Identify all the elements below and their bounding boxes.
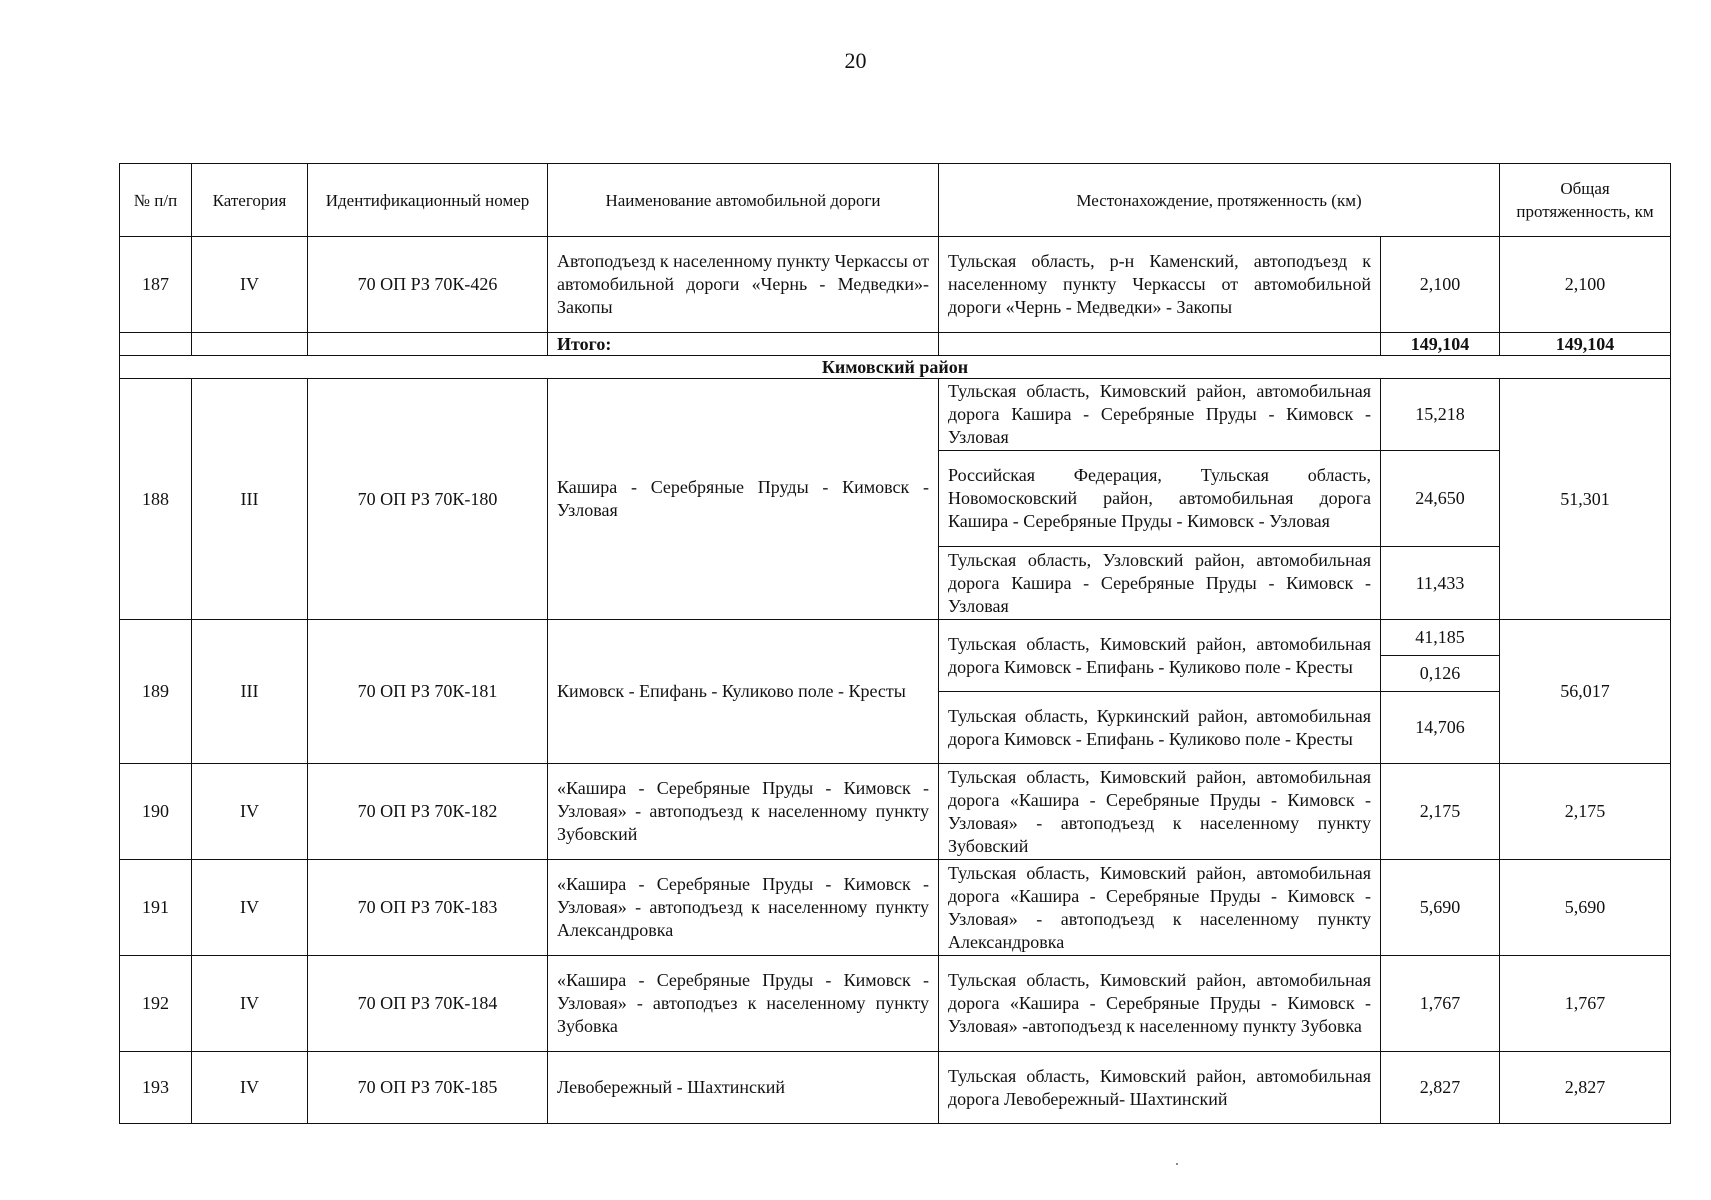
row-total: 51,301 xyxy=(1500,379,1671,620)
table-row xyxy=(120,860,1671,956)
row-total: 2,827 xyxy=(1500,1052,1671,1124)
row-category: IV xyxy=(192,1052,308,1124)
row-name: Левобережный - Шахтинский xyxy=(548,1052,939,1124)
row-length: 2,827 xyxy=(1381,1052,1500,1124)
scan-dot xyxy=(1176,1163,1178,1165)
segment-location: Тульская область, Кимовский район, автомобильная дорога Кашира - Серебряные Пруды - Кимовск - Узловая xyxy=(939,379,1381,451)
row-id: 70 ОП РЗ 70К-180 xyxy=(308,379,548,620)
segment-length: 0,126 xyxy=(1381,656,1500,692)
row-location: Тульская область, Кимовский район, автомобильная дорога «Кашира - Серебряные Пруды - Кимовск - Узловая» - автоподъезд к населенному пункту Александровка xyxy=(939,860,1381,956)
row-num: 193 xyxy=(120,1052,192,1124)
row-name: Кашира - Серебряные Пруды - Кимовск - Узловая xyxy=(548,379,939,620)
row-category: III xyxy=(192,620,308,764)
roads-table xyxy=(119,163,1671,1124)
row-total: 2,175 xyxy=(1500,764,1671,860)
row-num: 190 xyxy=(120,764,192,860)
row-id: 70 ОП РЗ 70К-426 xyxy=(308,237,548,333)
segment-location: Тульская область, Узловский район, автомобильная дорога Кашира - Серебряные Пруды - Кимовск - Узловая xyxy=(939,547,1381,620)
row-location: Тульская область, Кимовский район, автомобильная дорога Левобережный- Шахтинский xyxy=(939,1052,1381,1124)
row-name: Автоподъезд к населенному пункту Черкассы от автомобильной дороги «Чернь - Медведки»-Закопы xyxy=(548,237,939,333)
row-id: 70 ОП РЗ 70К-182 xyxy=(308,764,548,860)
segment-location: Российская Федерация, Тульская область, Новомосковский район, автомобильная дорога Кашира - Серебряные Пруды - Кимовск - Узловая xyxy=(939,451,1381,547)
table-header-row xyxy=(120,164,1671,237)
header-total: Общая протяженность, км xyxy=(1500,164,1671,237)
subtotal-label: Итого: xyxy=(548,333,939,356)
row-length: 2,100 xyxy=(1381,237,1500,333)
page-number: 20 xyxy=(844,48,867,73)
row-name: «Кашира - Серебряные Пруды - Кимовск - Узловая» - автоподъез к населенному пункту Зубовка xyxy=(548,956,939,1052)
row-category: IV xyxy=(192,860,308,956)
row-num: 191 xyxy=(120,860,192,956)
segment-length: 14,706 xyxy=(1381,692,1500,764)
segment-length: 41,185 xyxy=(1381,620,1500,656)
header-num: № п/п xyxy=(120,164,192,237)
row-total: 1,767 xyxy=(1500,956,1671,1052)
row-category: IV xyxy=(192,956,308,1052)
subtotal-length: 149,104 xyxy=(1381,333,1500,356)
row-location: Тульская область, р-н Каменский, автоподъезд к населенному пункту Черкассы от автомобильной дороги «Чернь - Медведки» - Закопы xyxy=(939,237,1381,333)
row-category: III xyxy=(192,379,308,620)
row-location: Тульская область, Кимовский район, автомобильная дорога «Кашира - Серебряные Пруды - Кимовск - Узловая» - автоподъезд к населенному пункту Зубовский xyxy=(939,764,1381,860)
header-name: Наименование автомобильной дороги xyxy=(548,164,939,237)
header-location: Местонахождение, протяженность (км) xyxy=(939,164,1500,237)
section-title: Кимовский район xyxy=(120,356,1671,379)
segment-location: Тульская область, Кимовский район, автомобильная дорога Кимовск - Епифань - Куликово поле - Кресты xyxy=(939,620,1381,692)
header-id: Идентификационный номер xyxy=(308,164,548,237)
row-num: 187 xyxy=(120,237,192,333)
section-row xyxy=(120,356,1671,379)
header-category: Категория xyxy=(192,164,308,237)
row-name: «Кашира - Серебряные Пруды - Кимовск - Узловая» - автоподъезд к населенному пункту Александровка xyxy=(548,860,939,956)
segment-length: 24,650 xyxy=(1381,451,1500,547)
row-id: 70 ОП РЗ 70К-185 xyxy=(308,1052,548,1124)
row-category: IV xyxy=(192,764,308,860)
segment-location: Тульская область, Куркинский район, автомобильная дорога Кимовск - Епифань - Куликово поле - Кресты xyxy=(939,692,1381,764)
row-num: 192 xyxy=(120,956,192,1052)
row-num: 188 xyxy=(120,379,192,620)
table-row xyxy=(120,237,1671,333)
row-id: 70 ОП РЗ 70К-183 xyxy=(308,860,548,956)
row-id: 70 ОП РЗ 70К-181 xyxy=(308,620,548,764)
row-length: 5,690 xyxy=(1381,860,1500,956)
row-num: 189 xyxy=(120,620,192,764)
row-name: Кимовск - Епифань - Куликово поле - Кресты xyxy=(548,620,939,764)
row-total: 56,017 xyxy=(1500,620,1671,764)
row-location: Тульская область, Кимовский район, автомобильная дорога «Кашира - Серебряные Пруды - Кимовск - Узловая» -автоподъезд к населенному пункту Зубовка xyxy=(939,956,1381,1052)
segment-length: 11,433 xyxy=(1381,547,1500,620)
row-total: 5,690 xyxy=(1500,860,1671,956)
subtotal-row xyxy=(120,333,1671,356)
table-row xyxy=(120,956,1671,1052)
row-length: 2,175 xyxy=(1381,764,1500,860)
segment-length: 15,218 xyxy=(1381,379,1500,451)
table-row xyxy=(120,1052,1671,1124)
table-row xyxy=(120,379,1671,451)
row-id: 70 ОП РЗ 70К-184 xyxy=(308,956,548,1052)
row-name: «Кашира - Серебряные Пруды - Кимовск - Узловая» - автоподъезд к населенному пункту Зубовский xyxy=(548,764,939,860)
row-total: 2,100 xyxy=(1500,237,1671,333)
row-category: IV xyxy=(192,237,308,333)
subtotal-total: 149,104 xyxy=(1500,333,1671,356)
table-row xyxy=(120,764,1671,860)
row-length: 1,767 xyxy=(1381,956,1500,1052)
table-row xyxy=(120,620,1671,656)
